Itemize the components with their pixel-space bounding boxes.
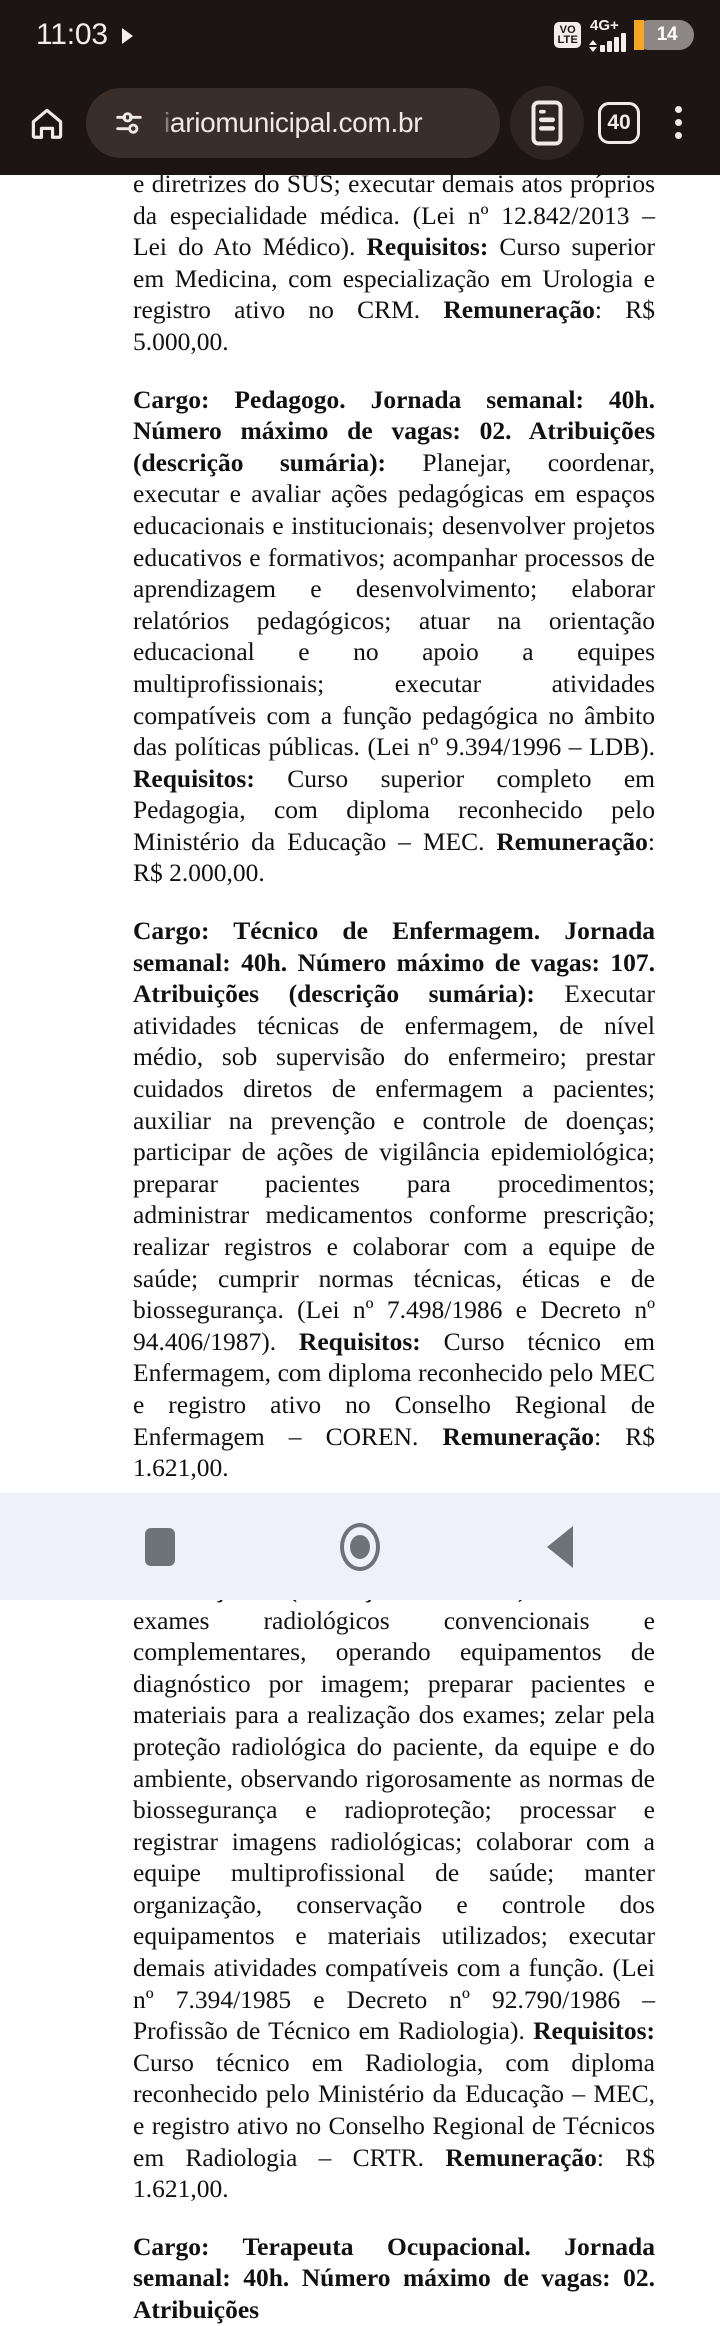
text-run: : R$ 1.621,00. — [133, 2142, 656, 2204]
text-run: Curso superior completo em Pedagogia, com diploma reconhecido pelo Ministério da Educação – MEC. — [133, 763, 655, 856]
volte-line-2: LTE — [557, 34, 578, 46]
text-run: : R$ 1.621,00. — [133, 1421, 655, 1483]
tab-counter-icon — [598, 102, 640, 144]
signal-bar-2 — [607, 41, 612, 52]
text-run: Planejar, coordenar, executar e avaliar ações pedagógicas em espaços educacionais e institucionais; desenvolver projetos educativos e formativos; acompanhar processos de aprendizagem e desenvolvimento; elaborar relatórios pedagógicos; atuar na orientação educacional e no apoio a equipes multiprofissionais; executar atividades compatíveis com a função pedagógica no âmbito das políticas públicas. (Lei nº 9.394/1996 – LDB). — [133, 447, 655, 762]
menu-dot-3 — [675, 132, 682, 139]
text-run-bold: Remuneração — [445, 2142, 597, 2172]
volte-line-1: VO — [559, 24, 576, 36]
status-clock: 11:03 — [36, 18, 108, 51]
play-icon — [122, 28, 133, 44]
text-run-bold: Remuneração — [443, 295, 595, 325]
text-run-bold: Remuneração — [442, 1421, 595, 1451]
status-bar-left — [36, 20, 133, 50]
text-run-bold: Cargo: Terapeuta Ocupacional. Jornada semanal: 40h. Número máximo de vagas: 02. Atribuições — [133, 2231, 655, 2324]
document-body — [0, 168, 720, 2326]
text-run-bold: Requisitos: — [298, 1326, 421, 1356]
url-bar[interactable] — [86, 88, 500, 158]
paragraph-terapeuta-ocupacional — [133, 2231, 655, 2326]
signal-bar-1 — [600, 45, 605, 52]
text-run: : R$ 2.000,00. — [133, 826, 655, 888]
home-icon — [28, 104, 66, 142]
reader-mode-icon — [528, 100, 566, 146]
home-circle-icon — [340, 1523, 380, 1571]
browser-toolbar — [0, 70, 720, 175]
text-run-bold: Requisitos: — [133, 763, 255, 793]
back-triangle-icon — [547, 1526, 573, 1568]
overflow-menu-button[interactable] — [654, 94, 702, 152]
arrow-down-icon — [589, 47, 597, 52]
paragraph-tecnico-radiologia — [133, 1510, 655, 2205]
android-navigation-bar — [0, 1493, 720, 1600]
paragraph-pedagogo — [133, 384, 655, 890]
menu-dot-1 — [675, 106, 682, 113]
back-button[interactable] — [500, 1493, 620, 1600]
network-type-label: 4G+ — [590, 17, 619, 34]
text-run: exames radiológicos convencionais e complementares, operando equipamentos de diagnóstico por imagem; preparar pacientes e materiais para a realização dos exames; zelar pela proteção radiológica do paciente, da equipe e do ambiente, observando rigorosamente as normas de biossegurança e radioproteção; processar e registrar imagens radiológicas; colaborar com a equipe multiprofissional de saúde; manter organização, conservação e controle dos equipamentos e materiais utilizados; executar demais atividades compatíveis com a função. (Lei nº 7.394/1985 e Decreto nº 92.790/1986 – Profissão de Técnico em Radiologia). — [133, 1605, 655, 2046]
arrow-up-icon — [589, 40, 597, 45]
tab-switcher-button[interactable] — [590, 94, 648, 152]
paragraph-tecnico-enfermagem — [133, 915, 655, 1484]
menu-dot-2 — [675, 119, 682, 126]
signal-icon — [589, 18, 626, 52]
paragraph-medico-urologista-tail — [133, 168, 655, 358]
text-run: Curso técnico em Enfermagem, com diploma reconhecido pelo MEC e registro ativo no Conselho Regional de Enfermagem – COREN. — [133, 1326, 656, 1451]
recents-button[interactable] — [100, 1493, 220, 1600]
text-run: Executar atividades técnicas de enfermagem, de nível médio, sob supervisão do enfermeiro; prestar cuidados diretos de enfermagem a pacientes; auxiliar na prevenção e controle de doenças; participar de ações de vigilância epidemiológica; preparar pacientes para procedimentos; administrar medicamentos conforme prescrição; realizar registros e colaborar com a equipe de saúde; cumprir normas técnicas, éticas e de biossegurança. (Lei nº 7.498/1986 e Decreto nº 94.406/1987). — [133, 979, 655, 1356]
text-run-bold: Requisitos: — [366, 232, 489, 262]
text-run: Curso técnico em Radiologia, com diploma reconhecido pelo Ministério da Educação – MEC, e registro ativo no Conselho Regional de Técnicos em Radiologia – CRTR. — [133, 2047, 655, 2172]
url-text — [164, 107, 422, 139]
status-bar — [0, 0, 720, 70]
reader-mode-button[interactable] — [510, 86, 584, 160]
home-button[interactable] — [18, 94, 76, 152]
battery-fill — [634, 20, 644, 50]
text-run: e diretrizes do SUS; executar demais atos próprios da especialidade médica. (Lei nº 12.842/2013 – Lei do Ato Médico). — [133, 169, 655, 262]
webpage-viewport[interactable] — [0, 169, 720, 2324]
recents-square-icon — [145, 1528, 175, 1566]
status-bar-right — [554, 18, 694, 52]
home-circle-inner — [350, 1535, 370, 1559]
signal-bar-3 — [614, 37, 619, 52]
text-run-bold: Cargo: Técnico de Enfermagem. Jornada semanal: 40h. Número máximo de vagas: 107. Atribuições (descrição sumária): — [133, 916, 655, 1009]
tab-count-label: 40 — [607, 111, 631, 134]
text-run-bold: Requisitos: — [533, 2016, 655, 2046]
battery-icon — [634, 20, 694, 50]
home-button-nav[interactable] — [300, 1493, 420, 1600]
signal-bar-4 — [621, 33, 626, 52]
url-text-faded: i — [164, 106, 170, 138]
battery-level-label: 14 — [656, 24, 678, 45]
text-run-bold: Cargo: Pedagogo. Jornada semanal: 40h. Número máximo de vagas: 02. Atribuições (descrição sumária): — [133, 384, 655, 477]
volte-icon — [554, 22, 581, 48]
data-transfer-arrows-icon — [589, 40, 597, 52]
text-run-bold: Remuneração — [496, 826, 648, 856]
signal-bars — [589, 33, 626, 52]
url-text-main: ariomunicipal.com.br — [169, 106, 423, 138]
text-run: Curso superior em Medicina, com especialização em Urologia e registro ativo no CRM. — [133, 232, 655, 325]
text-run: : R$ 5.000,00. — [133, 295, 655, 356]
site-settings-icon[interactable] — [112, 106, 146, 140]
